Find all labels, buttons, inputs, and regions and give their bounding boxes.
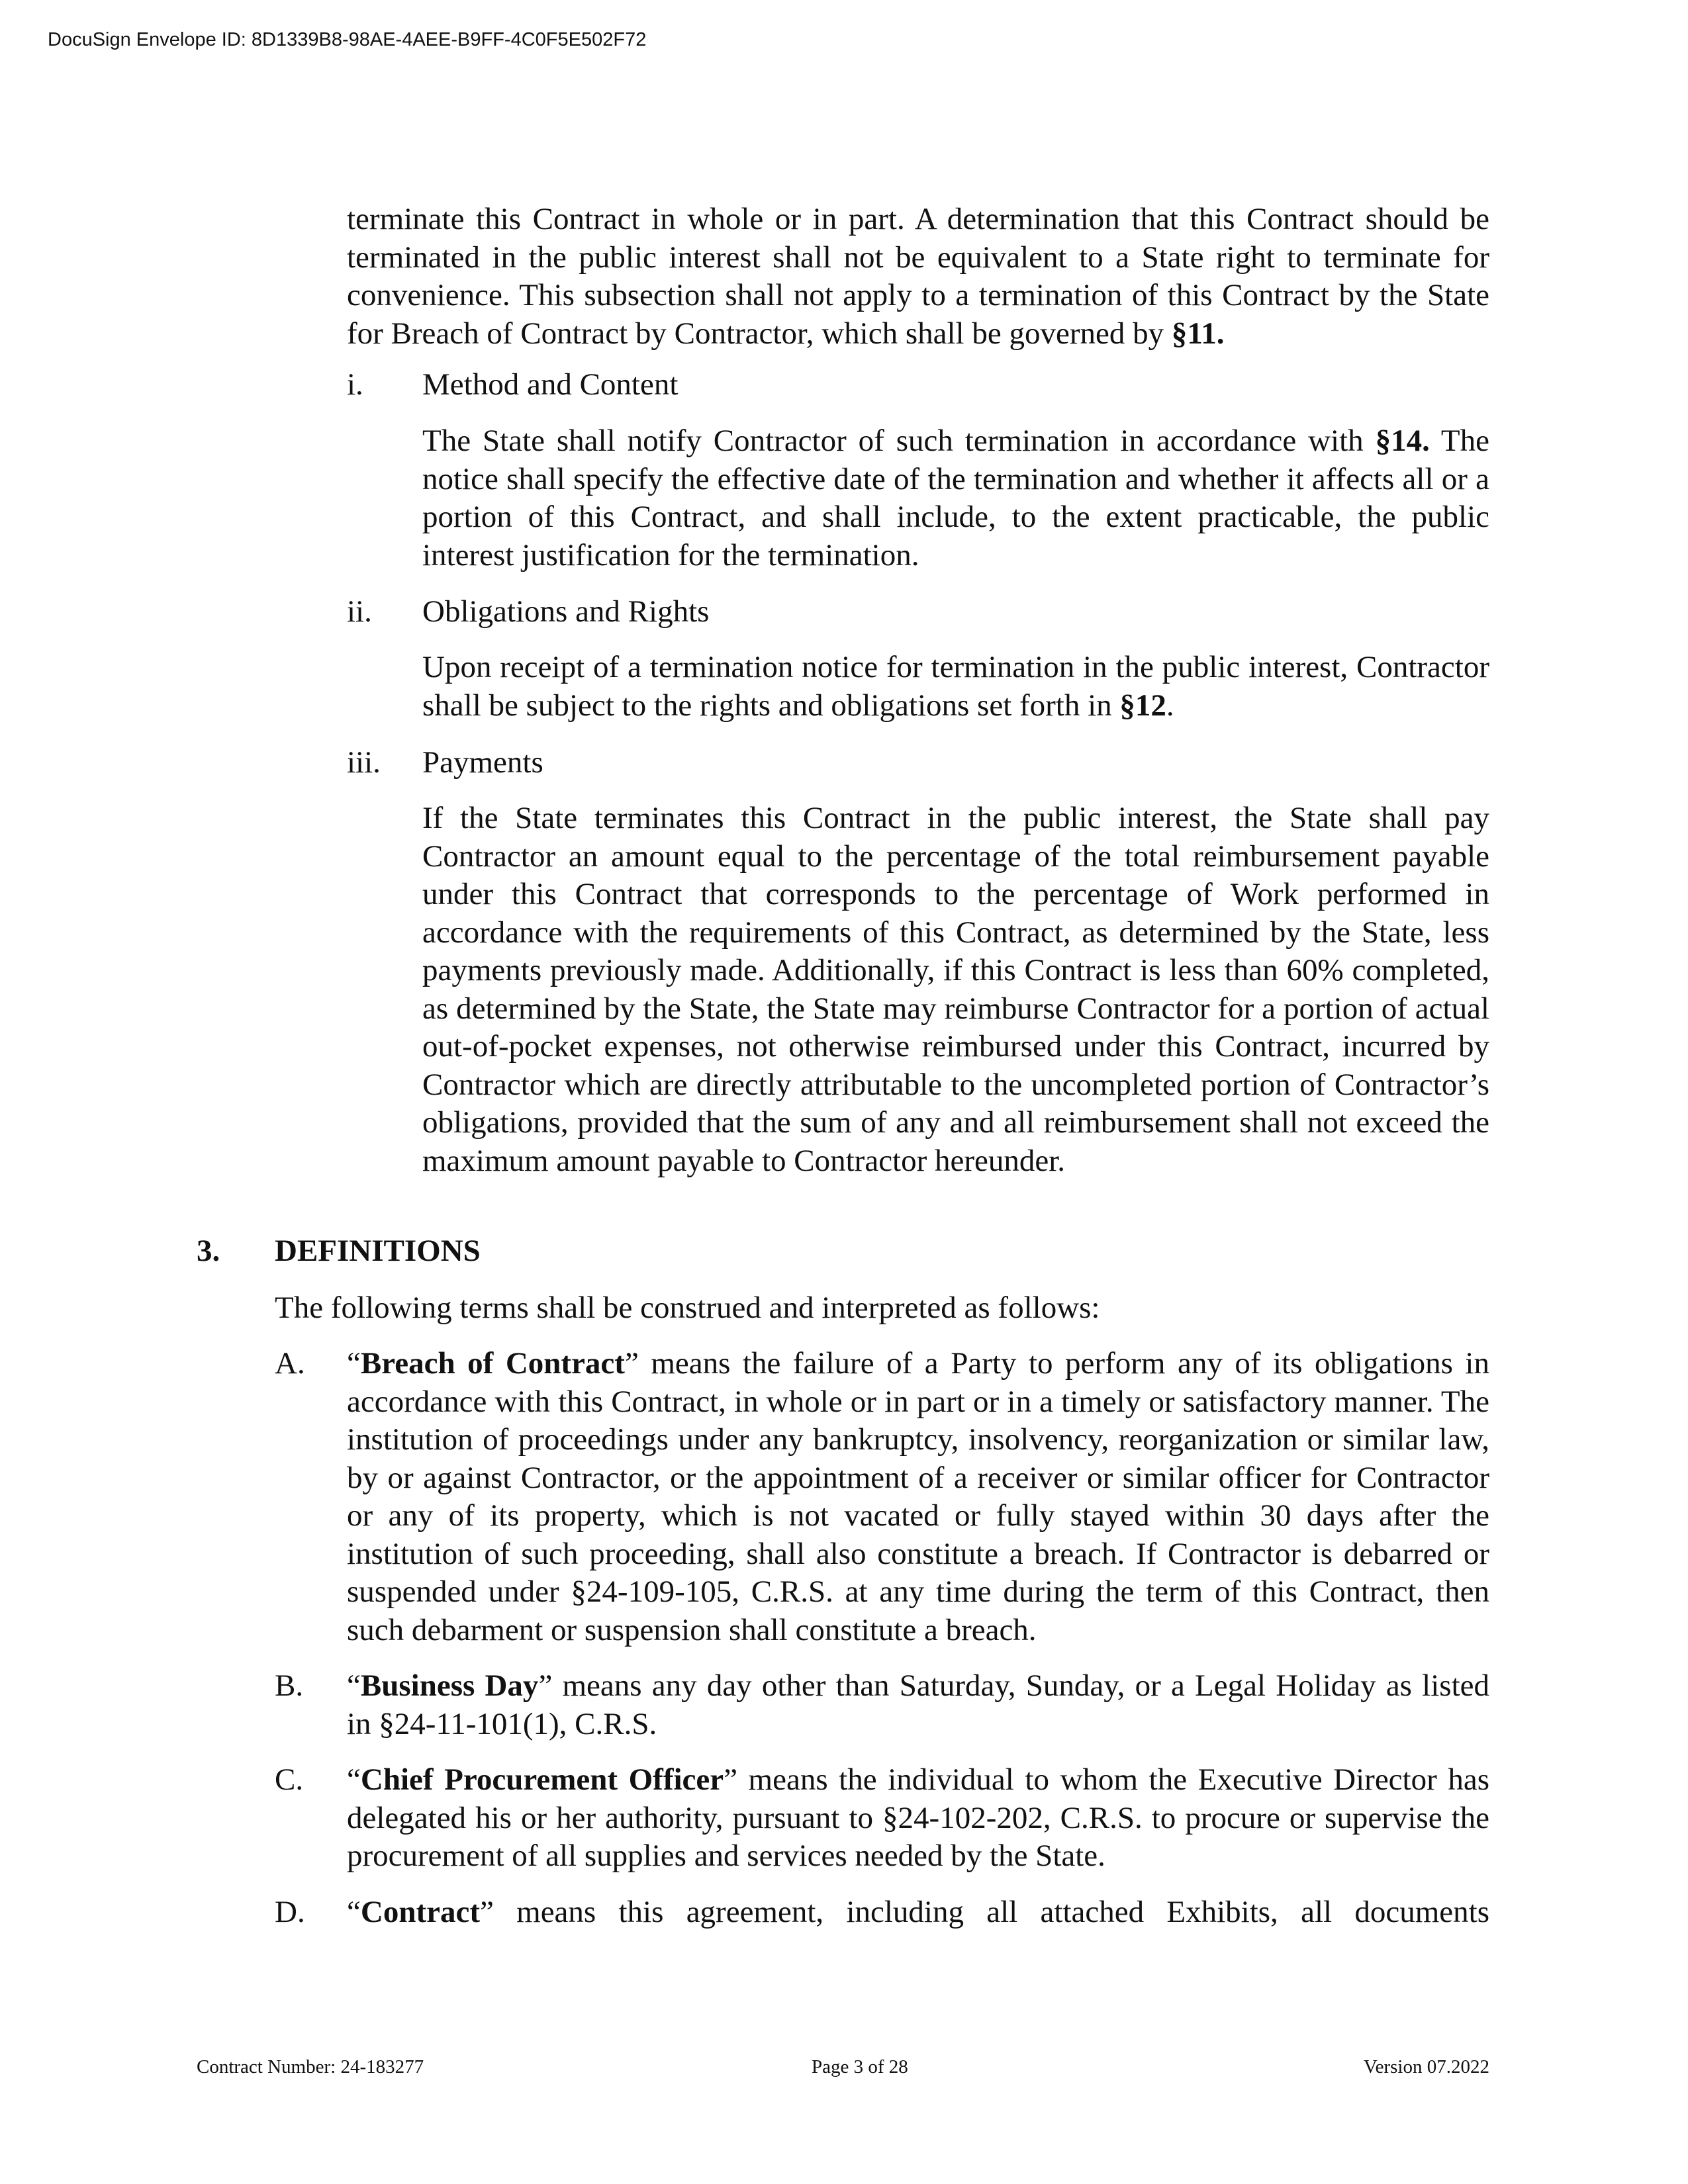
envelope-id-header: DocuSign Envelope ID: 8D1339B8-98AE-4AEE-B9FF-4C0F5E502F72 xyxy=(48,29,647,50)
defined-term: Chief Procurement Officer xyxy=(360,1762,724,1797)
subsection-paragraph xyxy=(422,422,1489,574)
subsection-number: iii. xyxy=(347,745,381,780)
subsection-paragraph xyxy=(422,649,1489,725)
defined-term: Contract xyxy=(360,1895,480,1929)
definition-letter: A. xyxy=(275,1346,305,1381)
definition-paragraph: “Breach of Contract” means the failure of a Party to perform any of its obligations in accordance with this Contract, in whole or in part or in a timely or satisfactory manner. The institution of proceedings under any bankruptcy, insolvency, reorganization or similar law, by or against Contractor, or the appointment of a receiver or similar officer for Contractor or any of its property, which is not vacated or fully stayed within 30 days after the institution of such proceeding, shall also constitute a breach. If Contractor is debarred or suspended under §24-109-105, C.R.S. at any time during the term of this Contract, then such debarment or suspension shall constitute a breach. xyxy=(347,1346,1489,1647)
definition-text: ” means the failure of a Party to perform any of its obligations in accordance with this Contract, in whole or in part or in a timely or satisfactory manner. The institution of proceedings under any bankruptcy, insolvency, reorganization or similar law, by or against Contractor, or the appointment of a receiver or similar officer for Contractor or any of its property, which is not vacated or fully stayed within 30 days after the institution of such proceeding, shall also constitute a breach. If Contractor is debarred or suspended under §24-109-105, C.R.S. at any time during the term of this Contract, then such debarment or suspension shall constitute a breach. xyxy=(347,1346,1489,1647)
section-ref: §11. xyxy=(1171,316,1225,351)
defined-term: Business Day xyxy=(360,1668,539,1703)
definition-text: ” means any day other than Saturday, Sunday, or a Legal Holiday as listed in §24-11-101(1), C.R.S. xyxy=(347,1668,1489,1741)
subsection-text: Upon receipt of a termination notice for termination in the public interest, Contractor shall be subject to the rights and obligations set forth in xyxy=(422,650,1489,723)
subsection-text: . xyxy=(1166,688,1174,723)
subsection-text: If the State terminates this Contract in the public interest, the State shall pay Contractor an amount equal to the percentage of the total reimbursement payable under this Contract that corresponds to the percentage of Work performed in accordance with the requirements of this Contract, as determined by the State, less payments previously made. Additionally, if this Contract is less than 60% completed, as determined by the State, the State may reimburse Contractor for a portion of actual out-of-pocket expenses, not otherwise reimbursed under this Contract, incurred by Contractor which are directly attributable to the uncompleted portion of Contractor’s obligations, provided that the sum of any and all reimbursement shall not exceed the maximum amount payable to Contractor hereunder. xyxy=(422,801,1489,1178)
section-intro: The following terms shall be construed and interpreted as follows: xyxy=(275,1291,1100,1325)
section-ref: §12 xyxy=(1119,688,1166,723)
definition-text: ” means this agreement, including all attached Exhibits, all documents xyxy=(479,1895,1489,1929)
subsection-heading: Payments xyxy=(422,745,543,780)
definition-letter: C. xyxy=(275,1762,304,1797)
subsection-heading: Obligations and Rights xyxy=(422,594,710,629)
defined-term: Breach of Contract xyxy=(360,1346,625,1381)
definition-letter: B. xyxy=(275,1668,304,1703)
footer-contract-number: Contract Number: 24-183277 xyxy=(197,2056,424,2077)
section-title: DEFINITIONS xyxy=(275,1234,481,1268)
definition-letter: D. xyxy=(275,1895,305,1929)
subsection-text: The notice shall specify the effective date of the termination and whether it affects all or a portion of this Contract, and shall include, to the extent practicable, the public interest justification for the termination. xyxy=(422,424,1489,572)
definition-paragraph: “Chief Procurement Officer” means the individual to whom the Executive Director has delegated his or her authority, pursuant to §24-102-202, C.R.S. to procure or supervise the procurement of all supplies and services needed by the State. xyxy=(347,1762,1489,1873)
subsection-heading: Method and Content xyxy=(422,367,679,402)
intro-paragraph xyxy=(347,201,1489,353)
definition-paragraph: “Business Day” means any day other than Saturday, Sunday, or a Legal Holiday as listed in §24-11-101(1), C.R.S. xyxy=(347,1668,1489,1741)
section-ref: §14. xyxy=(1375,424,1430,458)
definition-paragraph: “Contract” means this agreement, including all attached Exhibits, all documents xyxy=(347,1895,1489,1929)
definition-text: ” means the individual to whom the Executive Director has delegated his or her authority, pursuant to §24-102-202, C.R.S. to procure or supervise the procurement of all supplies and services needed by the State. xyxy=(347,1762,1489,1873)
subsection-number: ii. xyxy=(347,594,372,629)
footer-version: Version 07.2022 xyxy=(1363,2056,1489,2077)
footer-page-number: Page 3 of 28 xyxy=(812,2056,908,2077)
subsection-number: i. xyxy=(347,367,363,402)
intro-text: terminate this Contract in whole or in part. A determination that this Contract should be terminated in the public interest shall not be equivalent to a State right to terminate for convenience. This subsection shall not apply to a termination of this Contract by the State for Breach of Contract by Contractor, which shall be governed by xyxy=(347,202,1489,351)
section-number: 3. xyxy=(197,1234,220,1268)
subsection-paragraph xyxy=(422,799,1489,1180)
subsection-text: The State shall notify Contractor of such termination in accordance with xyxy=(422,424,1376,458)
